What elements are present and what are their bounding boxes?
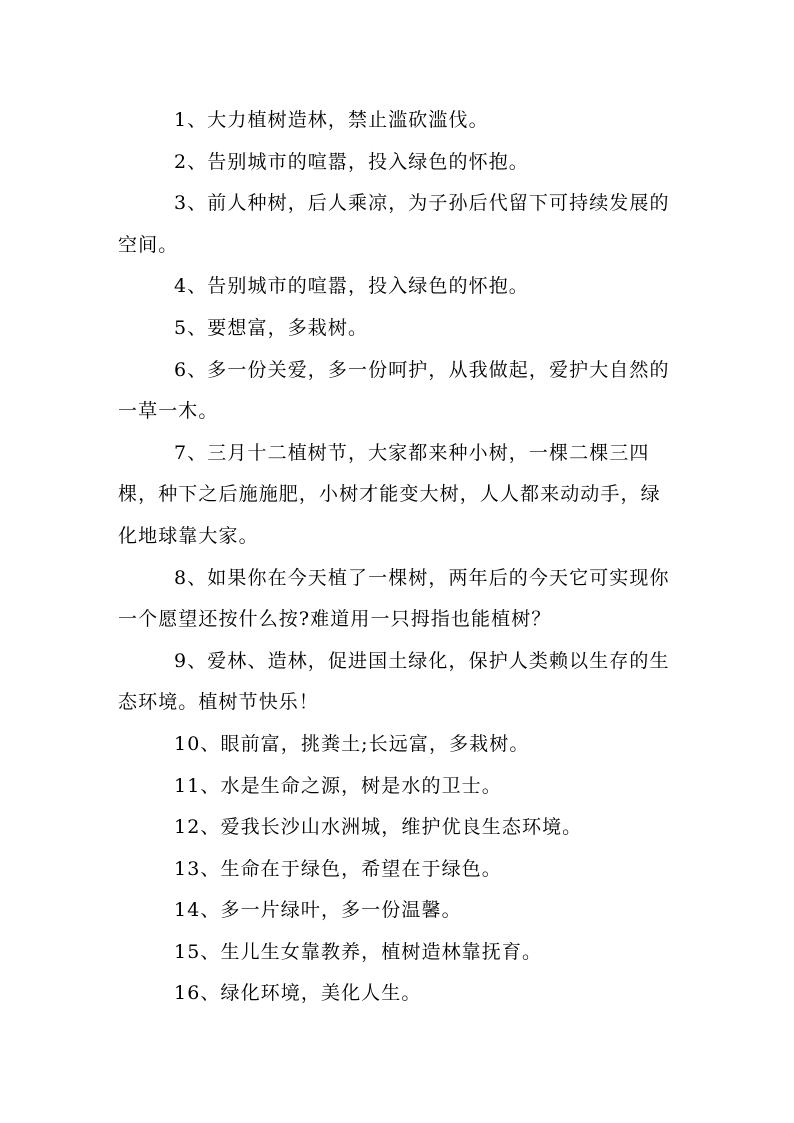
list-item: 14、多一片绿叶，多一份温馨。: [174, 899, 462, 922]
list-item: 7、三月十二植树节，大家都来种小树，一棵二棵三四棵，种下之后施施肥，小树才能变大树，人人都来动动手，绿化地球靠大家。: [118, 441, 661, 547]
list-item: 16、绿化环境，美化人生。: [174, 982, 422, 1005]
list-item: 13、生命在于绿色，希望在于绿色。: [174, 857, 502, 880]
slogan-list: [118, 100, 678, 1015]
list-item: 6、多一份关爱，多一份呵护，从我做起，爱护大自然的一草一木。: [118, 358, 670, 423]
list-item: 8、如果你在今天植了一棵树，两年后的今天它可实现你一个愿望还按什么按?难道用一只拇指也能植树？: [118, 566, 670, 631]
list-item: 5、要想富，多栽树。: [174, 316, 369, 339]
list-item: 10、眼前富，挑粪土;长远富，多栽树。: [174, 732, 530, 755]
list-item: 15、生儿生女靠教养，植树造林靠抚育。: [174, 940, 543, 963]
list-item: 12、爱我长沙山水洲城，维护优良生态环境。: [174, 816, 583, 839]
list-item: 4、告别城市的喧嚣，投入绿色的怀抱。: [174, 275, 529, 298]
list-item: 1、大力植树造林，禁止滥砍滥伐。: [174, 109, 489, 131]
list-item: 3、前人种树，后人乘凉，为子孙后代留下可持续发展的空间。: [118, 192, 670, 256]
list-item: 11、水是生命之源，树是水的卫士。: [174, 774, 502, 797]
list-item: 9、爱林、造林，促进国土绿化，保护人类赖以生存的生态环境。植树节快乐！: [118, 649, 670, 714]
list-item: 2、告别城市的喧嚣，投入绿色的怀抱。: [174, 150, 529, 173]
